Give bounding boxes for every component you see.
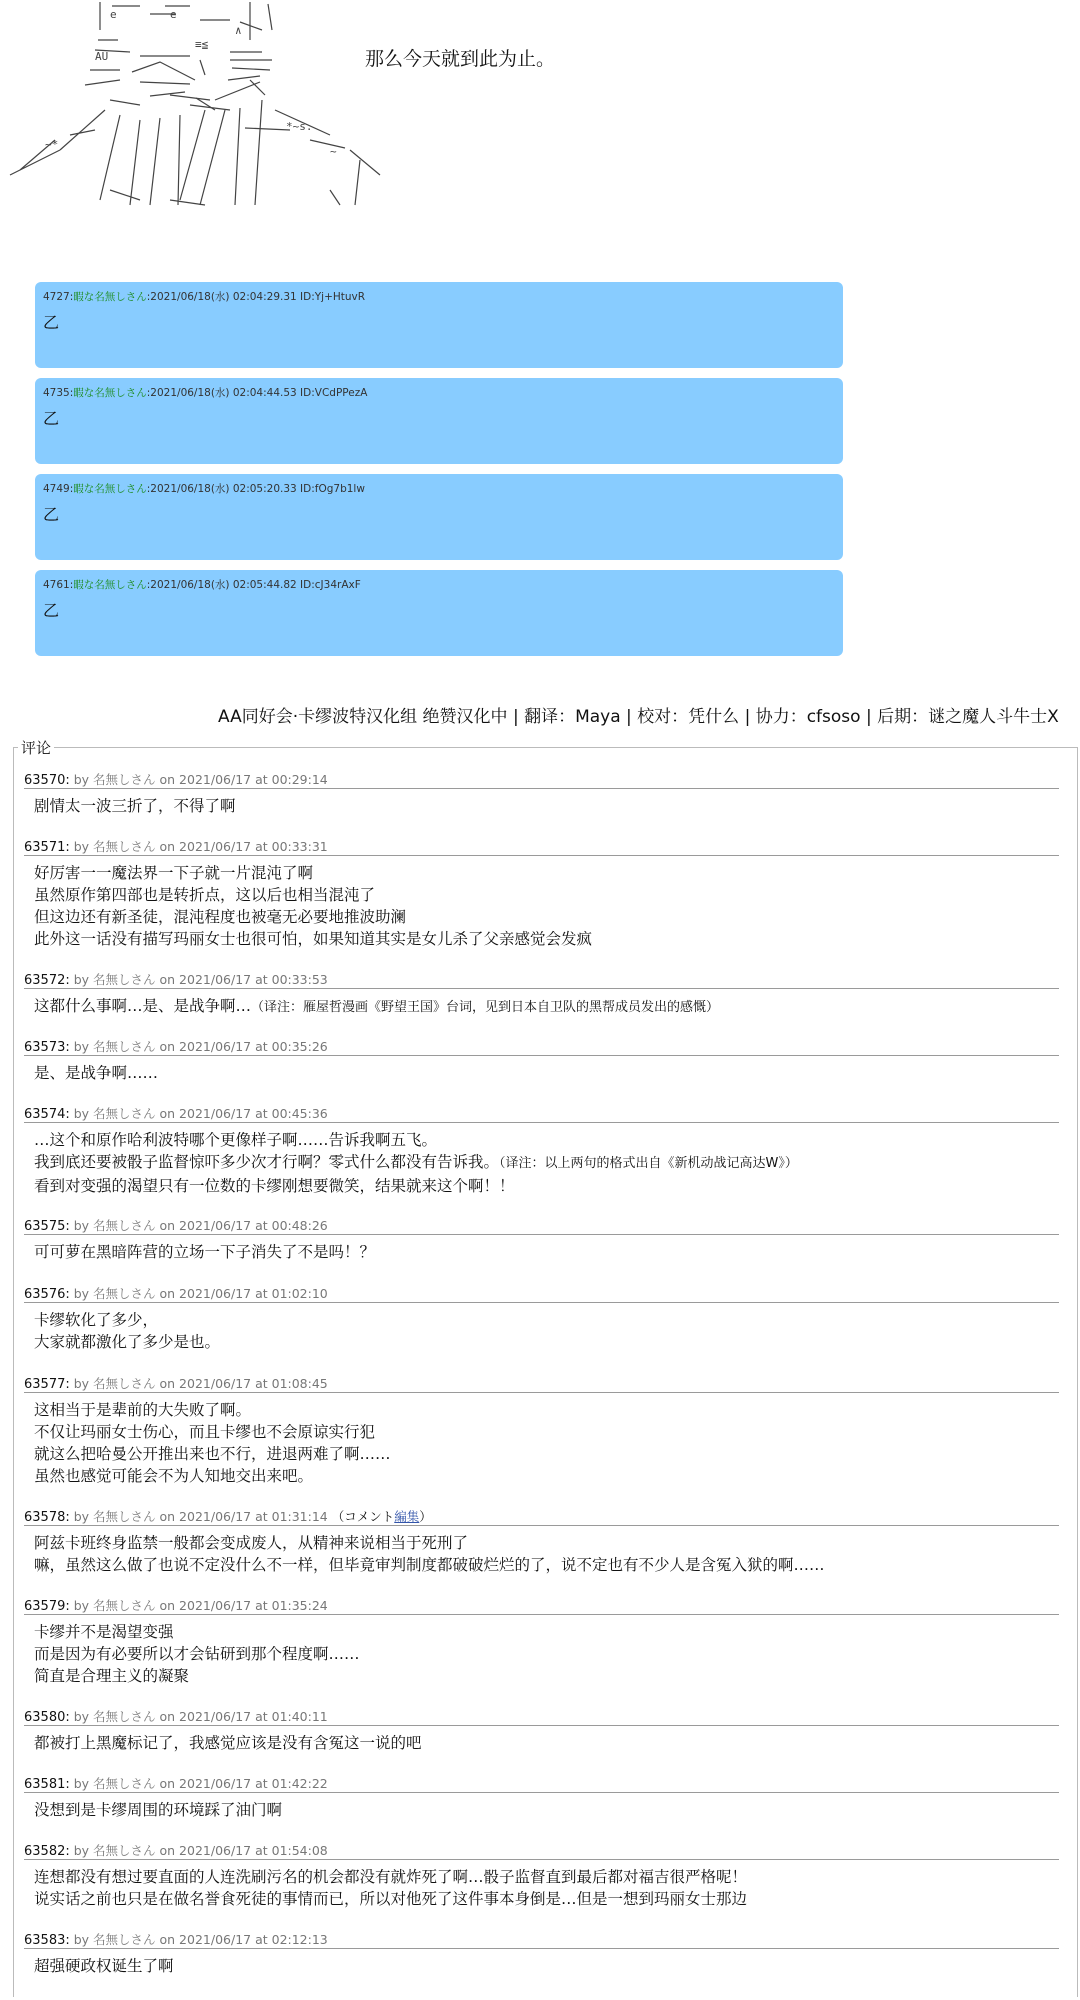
comment-line: 好厉害一一魔法界一下子就一片混沌了啊 [34,864,314,882]
comment-line: 卡缪软化了多少， [34,1311,159,1329]
comment-id: 63577: [24,1377,70,1392]
comment-meta: by 名無しさん on 2021/06/17 at 00:33:31 [73,839,328,854]
post [35,378,843,464]
poster-name: 暇な名無しさん [73,291,147,303]
comment-header [24,1376,1059,1393]
comment-line: 这相当于是辈前的大失败了啊。 [34,1401,252,1419]
comment-header [24,772,1059,789]
post-number: 4749: [43,483,74,495]
post-number: 4727: [43,291,74,303]
comment-meta: by 名無しさん on 2021/06/17 at 02:12:13 [73,1932,328,1947]
comment [24,1218,1059,1263]
comment [24,972,1059,1019]
comment-id: 63571: [24,840,70,855]
comment-header [24,1286,1059,1303]
comment-meta: by 名無しさん on 2021/06/17 at 00:48:26 [73,1218,328,1233]
comment-meta: by 名無しさん on 2021/06/17 at 00:35:26 [73,1039,328,1054]
comment-line: 嘛，虽然这么做了也说不定没什么不一样，但毕竟审判制度都破破烂烂的了，说不定也有不少人是含冤入狱的啊…… [34,1556,825,1574]
comment-meta: by 名無しさん on 2021/06/17 at 01:40:11 [73,1709,328,1724]
comment-body [24,1955,1059,1977]
comment-body [24,1129,1059,1197]
comment-body [24,795,1059,817]
poster-name: 暇な名無しさん [73,483,147,495]
translator-note: （译注：以上两句的格式出自《新机动战记高达W》） [499,1156,798,1171]
post-meta: :2021/06/18(水) 02:04:44.53 ID:VCdPPezA [146,387,368,399]
comment-line [34,1151,1059,1175]
comment-id: 63572: [24,973,70,988]
comment-header [24,839,1059,856]
comment-header [24,1843,1059,1860]
comment-line: 虽然也感觉可能会不为人知地交出来吧。 [34,1467,314,1485]
comment-meta: by 名無しさん on 2021/06/17 at 01:54:08 [73,1843,328,1858]
comment-line: 就这么把哈曼公开推出来也不行，进退两难了啊…… [34,1445,391,1463]
comment-line [34,995,1059,1019]
comment [24,1843,1059,1910]
comment-line: 剧情太一波三折了，不得了啊 [34,797,236,815]
comment-id: 63576: [24,1287,70,1302]
comment [24,839,1059,950]
comment [24,1286,1059,1353]
comment [24,1932,1059,1977]
comment-body [24,1532,1059,1576]
comment-text: 这都什么事啊…是、是战争啊… [34,997,252,1015]
comment-meta: by 名無しさん on 2021/06/17 at 00:45:36 [73,1106,328,1121]
comment-id: 63578: [24,1510,70,1525]
svg-text:∧: ∧ [235,24,242,37]
comment-body [24,1062,1059,1084]
comment-header [24,1509,1059,1526]
comment [24,1598,1059,1687]
comment-header [24,1709,1059,1726]
poster-name: 暇な名無しさん [73,579,147,591]
comment-line: …这个和原作哈利波特哪个更像样子啊……告诉我啊五飞。 [34,1131,438,1149]
comment-meta: by 名無しさん on 2021/06/17 at 00:29:14 [73,772,328,787]
comment-line: 卡缪并不是渴望变强 [34,1623,174,1641]
post [35,570,843,656]
comment-meta: by 名無しさん on 2021/06/17 at 01:31:14 [73,1509,328,1524]
edit-prefix: （コメント [331,1509,395,1524]
post-number: 4761: [43,579,74,591]
comment-meta: by 名無しさん on 2021/06/17 at 01:42:22 [73,1776,328,1791]
post-header [43,289,835,304]
svg-text:~: ~ [330,145,337,158]
comment-line: 但这边还有新圣徒，混沌程度也被毫无必要地推波助澜 [34,908,407,926]
comment-line: 而是因为有必要所以才会钻研到那个程度啊…… [34,1645,360,1663]
post-header [43,481,835,496]
post-body: 乙 [43,601,60,620]
comment-text: 我到底还要被骰子监督惊吓多少次才行啊？零式什么都没有告诉我。 [34,1153,500,1171]
comment [24,772,1059,817]
comment-line: 虽然原作第四部也是转折点，这以后也相当混沌了 [34,886,376,904]
comment-body [24,995,1059,1019]
comments-legend: 评论 [18,737,54,758]
comment-header [24,1932,1059,1949]
translator-note: （译注：雁屋哲漫画《野望王国》台词，见到日本自卫队的黑帮成员发出的感慨） [251,1000,720,1015]
comment-header [24,1106,1059,1123]
comment-id: 63583: [24,1933,70,1948]
comment [24,1106,1059,1197]
comment [24,1376,1059,1487]
comment-header [24,1039,1059,1056]
post-header [43,577,835,592]
comment-id: 63579: [24,1599,70,1614]
comment-line: 说实话之前也只是在做名誉食死徒的事情而已，所以对他死了这件事本身倒是…但是一想到玛丽女士那边 [34,1890,748,1908]
comment [24,1776,1059,1821]
comment-edit [332,1509,432,1524]
comment-meta: by 名無しさん on 2021/06/17 at 00:33:53 [73,972,328,987]
comment-meta: by 名無しさん on 2021/06/17 at 01:35:24 [73,1598,328,1613]
ascii-art-caption: 那么今天就到此为止。 [365,48,556,70]
svg-text:AU: AU [95,50,109,63]
edit-link[interactable]: 編集 [394,1509,420,1524]
comment-line: 是、是战争啊…… [34,1064,159,1082]
post-body: 乙 [43,313,60,332]
comment-body [24,1799,1059,1821]
comment-body [24,1399,1059,1487]
comment-id: 63575: [24,1219,70,1234]
comment-id: 63582: [24,1844,70,1859]
post-header [43,385,835,400]
comment-id: 63573: [24,1040,70,1055]
comment-header [24,972,1059,989]
comment-header [24,1218,1059,1235]
svg-text:~*: ~* [45,138,59,151]
comment-id: 63580: [24,1710,70,1725]
ascii-art-illustration [0,0,420,215]
post-body: 乙 [43,409,60,428]
comment-line: 都被打上黑魔标记了，我感觉应该是没有含冤这一说的吧 [34,1734,422,1752]
comment-line: 连想都没有想过要直面的人连洗刷污名的机会都没有就炸死了啊…骰子监督直到最后都对福吉很严格呢！ [34,1868,748,1886]
post [35,282,843,368]
comment-meta: by 名無しさん on 2021/06/17 at 01:08:45 [73,1376,328,1391]
comment-line: 没想到是卡缪周围的环境踩了油门啊 [34,1801,283,1819]
comment-body [24,862,1059,950]
svg-text:e: e [110,8,117,21]
comment-body [24,1309,1059,1353]
comment-header [24,1598,1059,1615]
post-body: 乙 [43,505,60,524]
post-meta: :2021/06/18(水) 02:04:29.31 ID:Yj+HtuvR [146,291,366,303]
comment [24,1039,1059,1084]
post-meta: :2021/06/18(水) 02:05:44.82 ID:cJ34rAxF [146,579,361,591]
comment-line: 不仅让玛丽女士伤心，而且卡缪也不会原谅实行犯 [34,1423,376,1441]
comments-section [13,739,1078,1997]
svg-text:e: e [170,8,177,21]
svg-text:*~s.: *~s. [286,120,313,133]
comment-meta: by 名無しさん on 2021/06/17 at 01:02:10 [73,1286,328,1301]
comment-body [24,1732,1059,1754]
comment [24,1509,1059,1576]
comment-body [24,1621,1059,1687]
comment-body [24,1241,1059,1263]
thread-posts [35,282,843,666]
comment-line: 超强硬政权诞生了啊 [34,1957,174,1975]
comment-line: 看到对变强的渴望只有一位数的卡缪刚想要微笑，结果就来这个啊！！ [34,1177,515,1195]
poster-name: 暇な名無しさん [73,387,147,399]
post-number: 4735: [43,387,74,399]
comment [24,1709,1059,1754]
comment-line: 阿兹卡班终身监禁一般都会变成废人，从精神来说相当于死刑了 [34,1534,469,1552]
post-meta: :2021/06/18(水) 02:05:20.33 ID:fOg7b1lw [146,483,365,495]
edit-suffix: ） [419,1509,432,1524]
comment-line: 可可萝在黑暗阵营的立场一下子消失了不是吗！？ [34,1243,376,1261]
credits-line: AA同好会·卡缪波特汉化组 绝赞汉化中 | 翻译：Maya | 校对：凭什么 | 协力：cfsoso | 后期：谜之魔人斗牛士X [218,707,1059,727]
comment-header [24,1776,1059,1793]
comment-line: 简直是合理主义的凝聚 [34,1667,190,1685]
comment-body [24,1866,1059,1910]
comment-id: 63574: [24,1107,70,1122]
comment-line: 大家就都激化了多少是也。 [34,1333,221,1351]
comment-line: 此外这一话没有描写玛丽女士也很可怕，如果知道其实是女儿杀了父亲感觉会发疯 [34,930,593,948]
svg-text:≡≦: ≡≦ [195,38,209,51]
post [35,474,843,560]
comment-id: 63581: [24,1777,70,1792]
comment-id: 63570: [24,773,70,788]
